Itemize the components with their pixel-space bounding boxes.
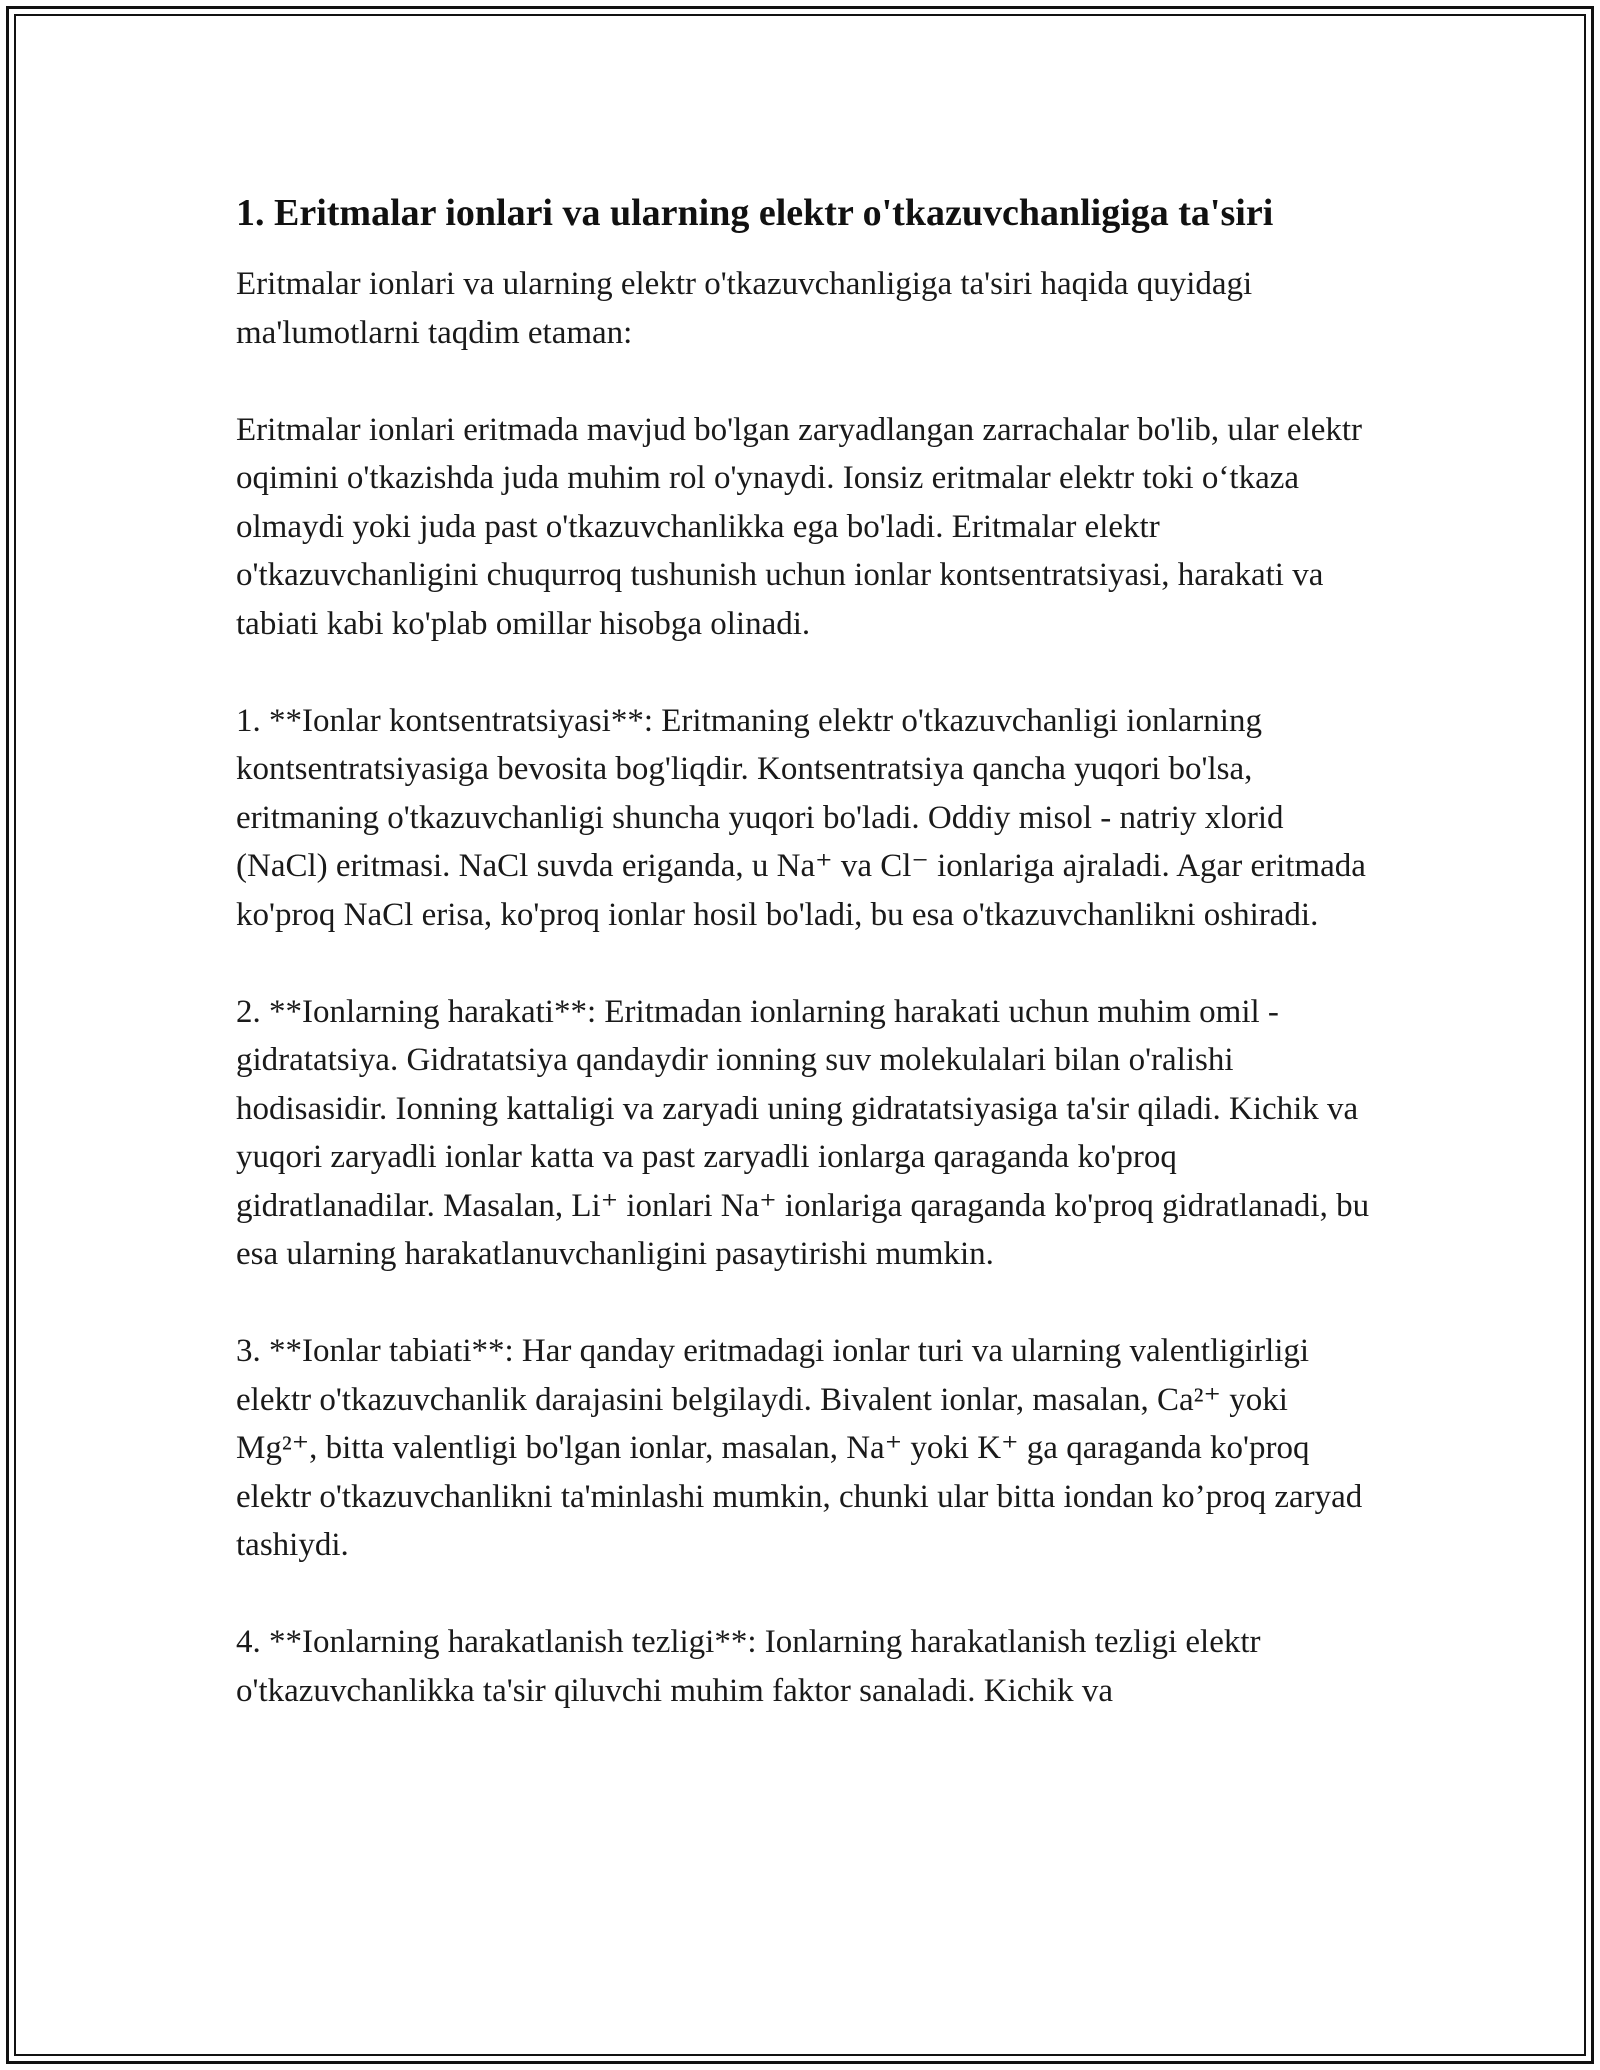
document-page xyxy=(236,186,1376,1715)
intro-paragraph: Eritmalar ionlari va ularning elektr o'tkazuvchanligiga ta'siri haqida quyidagi ma'lumotlarni taqdim etaman: xyxy=(236,266,1253,351)
section-heading: 1. Eritmalar ionlari va ularning elektr o'tkazuvchanligiga ta'siri xyxy=(236,192,1274,234)
list-item-ion-speed: 4. **Ionlarning harakatlanish tezligi**: Ionlarning harakatlanish tezligi elektr o'tkazuvchanlikka ta'sir qiluvchi muhim faktor sanaladi. Kichik va xyxy=(236,1624,1261,1709)
list-item-ion-concentration: 1. **Ionlar kontsentratsiyasi**: Eritmaning elektr o'tkazuvchanligi ionlarning kontsentratsiyasiga bevosita bog'liqdir. Kontsentratsiya qancha yuqori bo'lsa, eritmaning o'tkazuvchanligi shuncha yuqori bo'ladi. Oddiy misol - natriy xlorid (NaCl) eritmasi. NaCl suvda eriganda, u Na⁺ va Cl⁻ ionlariga ajraladi. Agar eritmada ko'proq NaCl erisa, ko'proq ionlar hosil bo'ladi, bu esa o'tkazuvchanlikni oshiradi. xyxy=(236,702,1366,933)
overview-paragraph: Eritmalar ionlari eritmada mavjud bo'lgan zaryadlangan zarrachalar bo'lib, ular elektr oqimini o'tkazishda juda muhim rol o'ynaydi. Ionsiz eritmalar elektr toki o‘tkaza olmaydi yoki juda past o'tkazuvchanlikka ega bo'ladi. Eritmalar elektr o'tkazuvchanligini chuqurroq tushunish uchun ionlar kontsentratsiyasi, harakati va tabiati kabi ko'plab omillar hisobga olinadi. xyxy=(236,411,1363,642)
list-item-ion-movement: 2. **Ionlarning harakati**: Eritmadan ionlarning harakati uchun muhim omil - gidratatsiya. Gidratatsiya qandaydir ionning suv molekulalari bilan o'ralishi hodisasidir. Ionning kattaligi va zaryadi uning gidratatsiyasiga ta'sir qiladi. Kichik va yuqori zaryadli ionlar katta va past zaryadli ionlarga qaraganda ko'proq gidratlanadilar. Masalan, Li⁺ ionlari Na⁺ ionlariga qaraganda ko'proq gidratlanadi, bu esa ularning harakatlanuvchanligini pasaytirishi mumkin. xyxy=(236,993,1370,1272)
list-item-ion-nature: 3. **Ionlar tabiati**: Har qanday eritmadagi ionlar turi va ularning valentligirligi elektr o'tkazuvchanlik darajasini belgilaydi. Bivalent ionlar, masalan, Ca²⁺ yoki Mg²⁺, bitta valentligi bo'lgan ionlar, masalan, Na⁺ yoki K⁺ ga qaraganda ko'proq elektr o'tkazuvchanlikni ta'minlashi mumkin, chunki ular bitta iondan ko’proq zaryad tashiydi. xyxy=(236,1333,1363,1563)
